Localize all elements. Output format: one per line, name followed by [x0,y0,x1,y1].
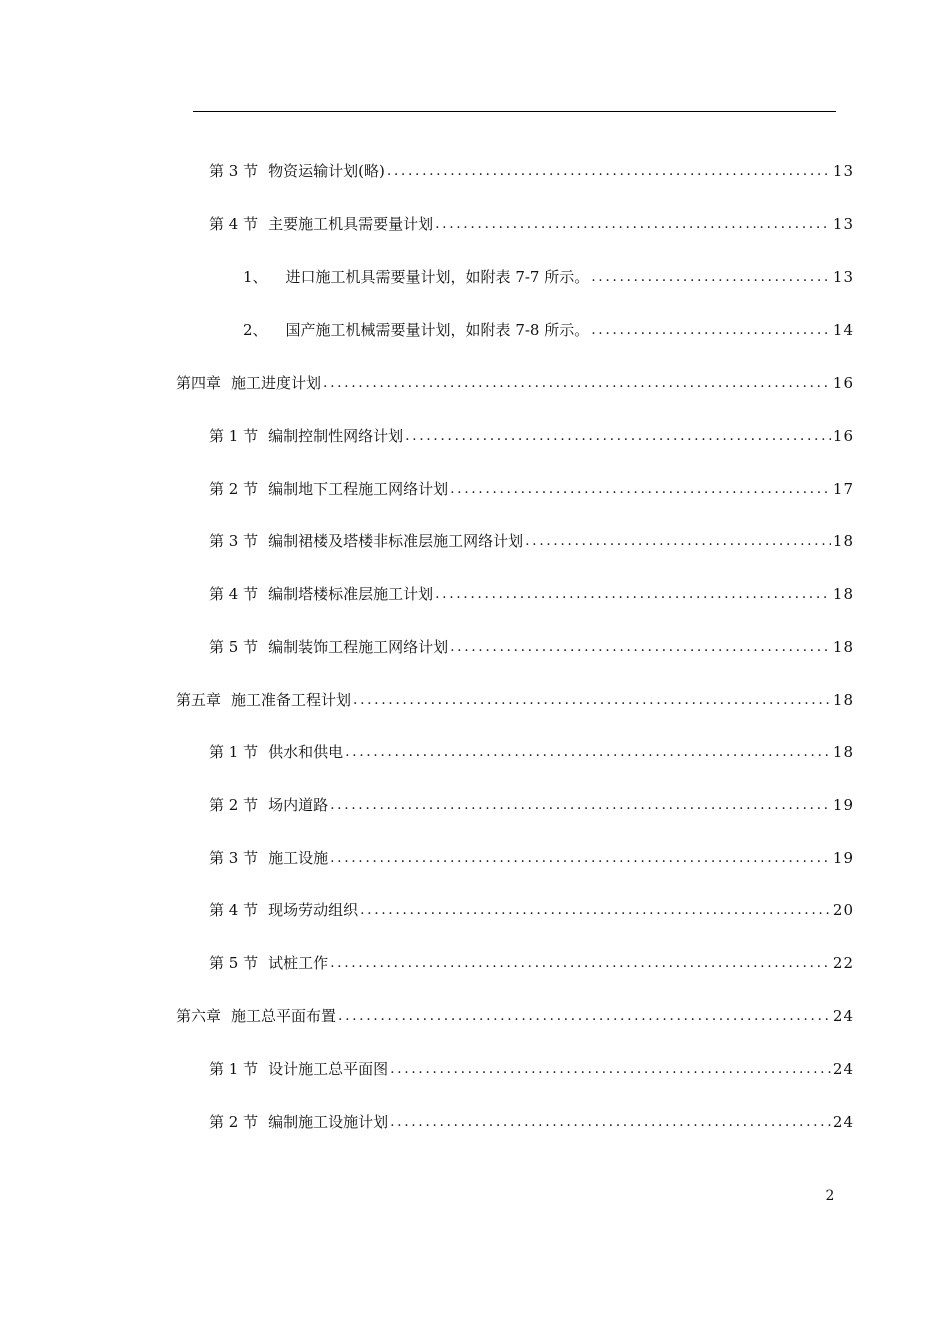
toc-entry[interactable] [209,529,854,551]
toc-entry[interactable] [209,951,854,973]
toc-entry-title: 施工设施 [268,849,329,867]
toc-leader-dots [330,848,831,868]
toc-entry[interactable] [209,159,854,181]
toc-entry[interactable] [209,212,854,234]
toc-entry-number: 第 4 节 [209,585,259,603]
toc-leader-dots [591,320,831,340]
toc-entry-title: 编制施工设施计划 [268,1113,389,1131]
toc-entry-number: 第四章 [176,374,222,392]
toc-leader-dots [405,426,831,446]
toc-entry-number: 第 4 节 [209,215,259,233]
toc-entry[interactable] [209,477,854,499]
toc-entry-number: 第 3 节 [209,532,259,550]
toc-entry-page: 17 [832,480,854,498]
toc-leader-dots [591,267,831,287]
toc-entry-number: 第 5 节 [209,954,259,972]
toc-leader-dots [360,900,831,920]
toc-entry-number: 2、 [243,321,268,339]
toc-entry-number: 第 2 节 [209,796,259,814]
toc-leader-dots [323,373,831,393]
toc-leader-dots [390,1112,831,1132]
toc-entry-title: 场内道路 [268,796,329,814]
toc-entry[interactable] [176,371,854,393]
toc-entry[interactable] [243,318,854,340]
toc-entry-title: 国产施工机械需要量计划，如附表 7-8 所示。 [285,321,590,339]
toc-leader-dots [353,690,831,710]
toc-entry-title: 编制塔楼标准层施工计划 [268,585,434,603]
toc-entry-number: 1、 [243,268,268,286]
toc-entry-page: 13 [832,268,854,286]
toc-leader-dots [387,161,831,181]
toc-entry-number: 第 1 节 [209,743,259,761]
toc-entry-title: 现场劳动组织 [268,901,359,919]
toc-leader-dots [525,531,831,551]
toc-entry-page: 13 [832,162,854,180]
toc-entry[interactable] [209,898,854,920]
toc-leader-dots [330,953,831,973]
toc-entry-title: 进口施工机具需要量计划，如附表 7-7 所示。 [285,268,590,286]
toc-entry-title: 供水和供电 [268,743,344,761]
toc-entry-page: 24 [832,1113,854,1131]
toc-entry[interactable] [209,1110,854,1132]
toc-leader-dots [435,584,831,604]
toc-entry-number: 第 3 节 [209,849,259,867]
toc-entry-title: 编制裙楼及塔楼非标准层施工网络计划 [268,532,524,550]
toc-entry-title: 试桩工作 [268,954,329,972]
toc-entry-number: 第 2 节 [209,1113,259,1131]
toc-entry-number: 第 5 节 [209,638,259,656]
toc-entry-page: 18 [832,532,854,550]
toc-leader-dots [450,479,831,499]
toc-entry-page: 14 [832,321,854,339]
toc-entry-title: 编制控制性网络计划 [268,427,404,445]
toc-entry-page: 19 [832,796,854,814]
toc-entry-page: 24 [832,1007,854,1025]
toc-entry-page: 18 [832,638,854,656]
toc-entry-number: 第六章 [176,1007,222,1025]
toc-leader-dots [345,742,831,762]
toc-entry-page: 24 [832,1060,854,1078]
toc-entry-page: 18 [832,585,854,603]
toc-entry-number: 第 1 节 [209,1060,259,1078]
toc-entry[interactable] [176,688,854,710]
toc-leader-dots [450,637,831,657]
toc-entry[interactable] [209,740,854,762]
toc-entry-number: 第 2 节 [209,480,259,498]
toc-entry[interactable] [209,582,854,604]
toc-entry-page: 13 [832,215,854,233]
toc-entry[interactable] [209,793,854,815]
toc-entry-page: 20 [832,901,854,919]
toc-leader-dots [330,795,831,815]
toc-leader-dots [435,214,831,234]
toc-entry-page: 18 [832,691,854,709]
toc-entry-title: 设计施工总平面图 [268,1060,389,1078]
toc-entry[interactable] [243,265,854,287]
toc-entry-page: 16 [832,427,854,445]
page-number: 2 [825,1188,835,1204]
toc-entry[interactable] [209,635,854,657]
toc-entry[interactable] [209,424,854,446]
toc-entry[interactable] [209,1057,854,1079]
toc-entry-title: 物资运输计划(略) [268,162,385,180]
toc-entry[interactable] [176,1004,854,1026]
toc-entry-title: 编制装饰工程施工网络计划 [268,638,449,656]
toc-entry-title: 施工总平面布置 [231,1007,337,1025]
toc-entry-number: 第 3 节 [209,162,259,180]
toc-entry-number: 第 1 节 [209,427,259,445]
toc-leader-dots [338,1006,831,1026]
toc-entry-page: 18 [832,743,854,761]
toc-entry-number: 第五章 [176,691,222,709]
toc-entry-page: 19 [832,849,854,867]
toc-leader-dots [390,1059,831,1079]
toc-entry-title: 编制地下工程施工网络计划 [268,480,449,498]
toc-entry-page: 22 [832,954,854,972]
toc-entry-title: 主要施工机具需要量计划 [268,215,434,233]
toc-entry[interactable] [209,846,854,868]
toc-entry-title: 施工准备工程计划 [231,691,352,709]
toc-entry-page: 16 [832,374,854,392]
toc-entry-number: 第 4 节 [209,901,259,919]
toc-entry-title: 施工进度计划 [231,374,322,392]
